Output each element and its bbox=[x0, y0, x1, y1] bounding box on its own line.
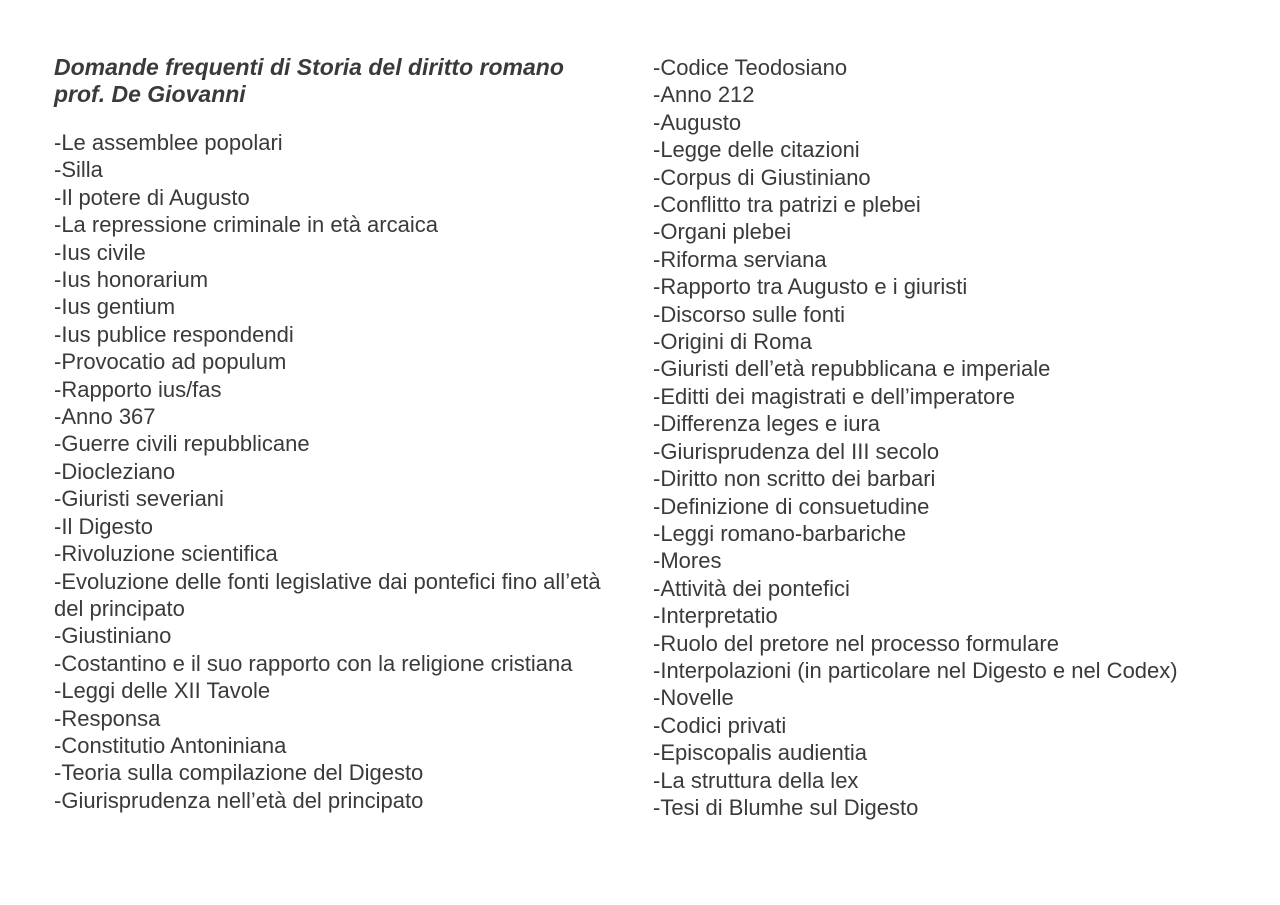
topic-item: -Responsa bbox=[54, 705, 161, 731]
topic-item: -Conflitto tra patrizi e plebei bbox=[653, 192, 921, 218]
topic-item: -Giustiniano bbox=[54, 623, 172, 649]
topic-item: -La repressione criminale in età arcaica bbox=[54, 212, 438, 238]
topic-item: -Differenza leges e iura bbox=[653, 411, 881, 437]
topic-item: -Il potere di Augusto bbox=[54, 184, 250, 210]
topic-item: -Ius civile bbox=[54, 239, 146, 265]
topic-item: -Provocatio ad populum bbox=[54, 349, 287, 375]
topic-item: -Discorso sulle fonti bbox=[653, 301, 845, 327]
topic-item: -Riforma serviana bbox=[653, 246, 827, 272]
topic-item: -Il Digesto bbox=[54, 513, 154, 539]
topic-item: -Guerre civili repubblicane bbox=[54, 431, 310, 457]
topic-item: -Editti dei magistrati e dell’imperatore bbox=[653, 383, 1015, 409]
topic-item: -La struttura della lex bbox=[653, 767, 859, 793]
topic-item: -Rapporto tra Augusto e i giuristi bbox=[653, 274, 968, 300]
topic-item: -Interpolazioni (in particolare nel Digesto e nel Codex) bbox=[653, 657, 1178, 683]
right-topic-list bbox=[653, 54, 1233, 821]
topic-item: -Codice Teodosiano bbox=[653, 55, 848, 80]
topic-item: -Le assemblee popolari bbox=[54, 130, 283, 155]
topic-item: -Legge delle citazioni bbox=[653, 137, 860, 163]
topic-item: -Episcopalis audientia bbox=[653, 740, 868, 766]
topic-item: -Giurisprudenza del III secolo bbox=[653, 438, 940, 464]
topic-item: -Rapporto ius/fas bbox=[54, 376, 222, 402]
topic-item: -Augusto bbox=[653, 109, 742, 135]
left-topic-list bbox=[54, 129, 614, 814]
document-title: Domande frequenti di Storia del diritto romano prof. De Giovanni bbox=[54, 54, 564, 107]
topic-item: -Ius honorarium bbox=[54, 267, 209, 293]
topic-item: -Silla bbox=[54, 157, 103, 183]
topic-item: -Leggi delle XII Tavole bbox=[54, 678, 271, 704]
topic-item: -Costantino e il suo rapporto con la religione cristiana bbox=[54, 650, 573, 676]
topic-item: -Giuristi severiani bbox=[54, 486, 224, 512]
topic-item: -Ius publice respondendi bbox=[54, 321, 294, 347]
topic-item: -Giuristi dell’età repubblicana e imperiale bbox=[653, 356, 1051, 382]
topic-item: -Definizione di consuetudine bbox=[653, 493, 930, 519]
right-column bbox=[653, 54, 1233, 821]
topic-item: -Origini di Roma bbox=[653, 329, 812, 355]
topic-item: -Constitutio Antoniniana bbox=[54, 732, 287, 758]
topic-item: -Corpus di Giustiniano bbox=[653, 164, 871, 190]
topic-item: -Tesi di Blumhe sul Digesto bbox=[653, 794, 919, 820]
topic-item: -Evoluzione delle fonti legislative dai pontefici fino all’età del principato bbox=[54, 568, 601, 621]
topic-item: -Anno 367 bbox=[54, 404, 156, 430]
topic-item: -Interpretatio bbox=[653, 603, 778, 629]
topic-item: -Novelle bbox=[653, 685, 734, 711]
topic-item: -Diritto non scritto dei barbari bbox=[653, 466, 936, 492]
topic-item: -Organi plebei bbox=[653, 219, 792, 245]
topic-item: -Ruolo del pretore nel processo formulare bbox=[653, 630, 1059, 656]
topic-item: -Codici privati bbox=[653, 712, 787, 738]
topic-item: -Diocleziano bbox=[54, 458, 176, 484]
topic-item: -Teoria sulla compilazione del Digesto bbox=[54, 760, 424, 786]
topic-item: -Rivoluzione scientifica bbox=[54, 541, 278, 567]
left-column bbox=[54, 54, 614, 814]
topic-item: -Attività dei pontefici bbox=[653, 575, 850, 601]
topic-item: -Mores bbox=[653, 548, 722, 574]
topic-item: -Giurisprudenza nell’età del principato bbox=[54, 787, 424, 813]
topic-item: -Leggi romano-barbariche bbox=[653, 520, 907, 546]
topic-item: -Ius gentium bbox=[54, 294, 176, 320]
topic-item: -Anno 212 bbox=[653, 82, 755, 108]
